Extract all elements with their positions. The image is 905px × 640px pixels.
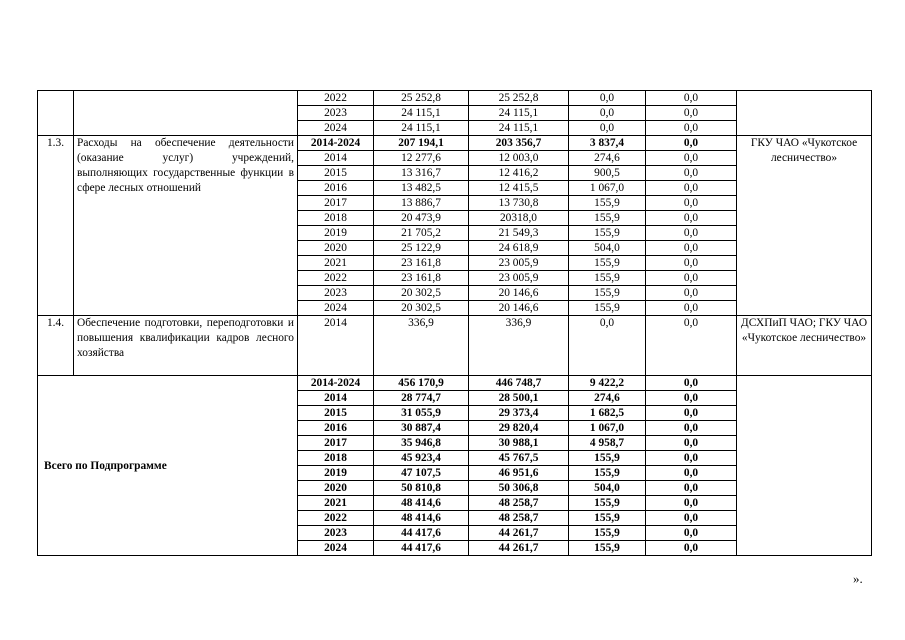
year-cell: 2020 [298,481,374,496]
year-cell: 2022 [298,511,374,526]
item-executor: ГКУ ЧАО «Чукотское лесничество» [737,136,872,316]
regional-budget-cell: 24 115,1 [469,121,569,136]
other-sources-cell: 0,0 [646,136,737,151]
year-cell: 2017 [298,196,374,211]
item-description: Обеспечение подготовки, переподготовки и повышения квалификации кадров лесного хозяйства [74,316,298,376]
total-cell: 48 414,6 [374,511,469,526]
regional-budget-cell: 29 373,4 [469,406,569,421]
regional-budget-cell: 446 748,7 [469,376,569,391]
total-cell: 24 115,1 [374,106,469,121]
total-cell: 13 316,7 [374,166,469,181]
other-sources-cell: 0,0 [646,316,737,376]
other-sources-cell: 0,0 [646,226,737,241]
year-cell: 2014-2024 [298,376,374,391]
year-cell: 2018 [298,211,374,226]
year-cell: 2016 [298,181,374,196]
regional-budget-cell: 30 988,1 [469,436,569,451]
regional-budget-cell: 48 258,7 [469,511,569,526]
total-cell: 25 122,9 [374,241,469,256]
federal-budget-cell: 155,9 [569,211,646,226]
total-cell: 207 194,1 [374,136,469,151]
total-cell: 13 886,7 [374,196,469,211]
total-cell: 20 302,5 [374,286,469,301]
federal-budget-cell: 0,0 [569,121,646,136]
regional-budget-cell: 46 951,6 [469,466,569,481]
federal-budget-cell: 155,9 [569,256,646,271]
other-sources-cell: 0,0 [646,196,737,211]
other-sources-cell: 0,0 [646,121,737,136]
federal-budget-cell: 504,0 [569,241,646,256]
year-cell: 2024 [298,541,374,556]
regional-budget-cell: 203 356,7 [469,136,569,151]
total-cell: 31 055,9 [374,406,469,421]
table-row [38,316,872,376]
total-cell: 21 705,2 [374,226,469,241]
year-cell: 2016 [298,421,374,436]
federal-budget-cell: 504,0 [569,481,646,496]
year-cell: 2018 [298,451,374,466]
financing-table [37,90,872,556]
federal-budget-cell: 155,9 [569,271,646,286]
other-sources-cell: 0,0 [646,496,737,511]
federal-budget-cell: 0,0 [569,316,646,376]
continuation-desc-cell [74,91,298,136]
total-cell: 44 417,6 [374,526,469,541]
total-cell: 20 302,5 [374,301,469,316]
other-sources-cell: 0,0 [646,271,737,286]
regional-budget-cell: 12 415,5 [469,181,569,196]
year-cell: 2020 [298,241,374,256]
regional-budget-cell: 45 767,5 [469,451,569,466]
other-sources-cell: 0,0 [646,301,737,316]
federal-budget-cell: 155,9 [569,301,646,316]
total-cell: 30 887,4 [374,421,469,436]
total-cell: 456 170,9 [374,376,469,391]
other-sources-cell: 0,0 [646,466,737,481]
year-cell: 2021 [298,496,374,511]
total-cell: 28 774,7 [374,391,469,406]
other-sources-cell: 0,0 [646,286,737,301]
total-cell: 20 473,9 [374,211,469,226]
year-cell: 2017 [298,436,374,451]
regional-budget-cell: 24 115,1 [469,106,569,121]
regional-budget-cell: 13 730,8 [469,196,569,211]
table-row [38,376,872,391]
item-executor: ДСХПиП ЧАО; ГКУ ЧАО «Чукотское лесничество» [737,316,872,376]
federal-budget-cell: 9 422,2 [569,376,646,391]
item-description: Расходы на обеспечение деятельности (оказание услуг) учреждений, выполняющих государственные функции в сфере лесных отношений [74,136,298,316]
federal-budget-cell: 155,9 [569,196,646,211]
federal-budget-cell: 0,0 [569,91,646,106]
total-cell: 336,9 [374,316,469,376]
other-sources-cell: 0,0 [646,91,737,106]
federal-budget-cell: 274,6 [569,151,646,166]
federal-budget-cell: 155,9 [569,286,646,301]
federal-budget-cell: 274,6 [569,391,646,406]
other-sources-cell: 0,0 [646,421,737,436]
year-cell: 2014 [298,151,374,166]
regional-budget-cell: 50 306,8 [469,481,569,496]
regional-budget-cell: 12 416,2 [469,166,569,181]
federal-budget-cell: 155,9 [569,526,646,541]
other-sources-cell: 0,0 [646,376,737,391]
regional-budget-cell: 25 252,8 [469,91,569,106]
year-cell: 2019 [298,226,374,241]
other-sources-cell: 0,0 [646,181,737,196]
year-cell: 2019 [298,466,374,481]
total-cell: 23 161,8 [374,256,469,271]
regional-budget-cell: 23 005,9 [469,256,569,271]
total-cell: 47 107,5 [374,466,469,481]
regional-budget-cell: 20 146,6 [469,301,569,316]
other-sources-cell: 0,0 [646,256,737,271]
federal-budget-cell: 4 958,7 [569,436,646,451]
other-sources-cell: 0,0 [646,436,737,451]
regional-budget-cell: 24 618,9 [469,241,569,256]
year-cell: 2014-2024 [298,136,374,151]
federal-budget-cell: 155,9 [569,541,646,556]
regional-budget-cell: 336,9 [469,316,569,376]
year-cell: 2015 [298,166,374,181]
regional-budget-cell: 12 003,0 [469,151,569,166]
regional-budget-cell: 20318,0 [469,211,569,226]
year-cell: 2023 [298,106,374,121]
federal-budget-cell: 155,9 [569,466,646,481]
year-cell: 2022 [298,271,374,286]
subprogram-total-label: Всего по Подпрограмме [38,376,298,556]
year-cell: 2024 [298,121,374,136]
regional-budget-cell: 20 146,6 [469,286,569,301]
total-cell: 50 810,8 [374,481,469,496]
other-sources-cell: 0,0 [646,481,737,496]
other-sources-cell: 0,0 [646,241,737,256]
other-sources-cell: 0,0 [646,541,737,556]
federal-budget-cell: 3 837,4 [569,136,646,151]
year-cell: 2014 [298,316,374,376]
year-cell: 2024 [298,301,374,316]
regional-budget-cell: 44 261,7 [469,526,569,541]
total-cell: 13 482,5 [374,181,469,196]
year-cell: 2014 [298,391,374,406]
other-sources-cell: 0,0 [646,451,737,466]
total-cell: 23 161,8 [374,271,469,286]
other-sources-cell: 0,0 [646,511,737,526]
year-cell: 2015 [298,406,374,421]
total-exec-cell [737,376,872,556]
total-cell: 45 923,4 [374,451,469,466]
continuation-num-cell [38,91,74,136]
table-row [38,136,872,151]
regional-budget-cell: 23 005,9 [469,271,569,286]
other-sources-cell: 0,0 [646,151,737,166]
regional-budget-cell: 21 549,3 [469,226,569,241]
other-sources-cell: 0,0 [646,211,737,226]
year-cell: 2023 [298,286,374,301]
federal-budget-cell: 1 067,0 [569,421,646,436]
other-sources-cell: 0,0 [646,391,737,406]
regional-budget-cell: 29 820,4 [469,421,569,436]
federal-budget-cell: 155,9 [569,496,646,511]
regional-budget-cell: 44 261,7 [469,541,569,556]
total-cell: 25 252,8 [374,91,469,106]
other-sources-cell: 0,0 [646,406,737,421]
other-sources-cell: 0,0 [646,106,737,121]
total-cell: 12 277,6 [374,151,469,166]
federal-budget-cell: 900,5 [569,166,646,181]
regional-budget-cell: 48 258,7 [469,496,569,511]
closing-quote-mark: ». [853,571,863,586]
item-number: 1.4. [38,316,74,376]
other-sources-cell: 0,0 [646,166,737,181]
financing-table-container [37,90,872,556]
other-sources-cell: 0,0 [646,526,737,541]
item-number: 1.3. [38,136,74,316]
total-cell: 35 946,8 [374,436,469,451]
federal-budget-cell: 0,0 [569,106,646,121]
year-cell: 2022 [298,91,374,106]
federal-budget-cell: 155,9 [569,226,646,241]
federal-budget-cell: 1 067,0 [569,181,646,196]
total-cell: 48 414,6 [374,496,469,511]
federal-budget-cell: 155,9 [569,451,646,466]
regional-budget-cell: 28 500,1 [469,391,569,406]
year-cell: 2021 [298,256,374,271]
total-cell: 44 417,6 [374,541,469,556]
year-cell: 2023 [298,526,374,541]
total-cell: 24 115,1 [374,121,469,136]
federal-budget-cell: 155,9 [569,511,646,526]
table-row [38,91,872,106]
federal-budget-cell: 1 682,5 [569,406,646,421]
continuation-exec-cell [737,91,872,136]
